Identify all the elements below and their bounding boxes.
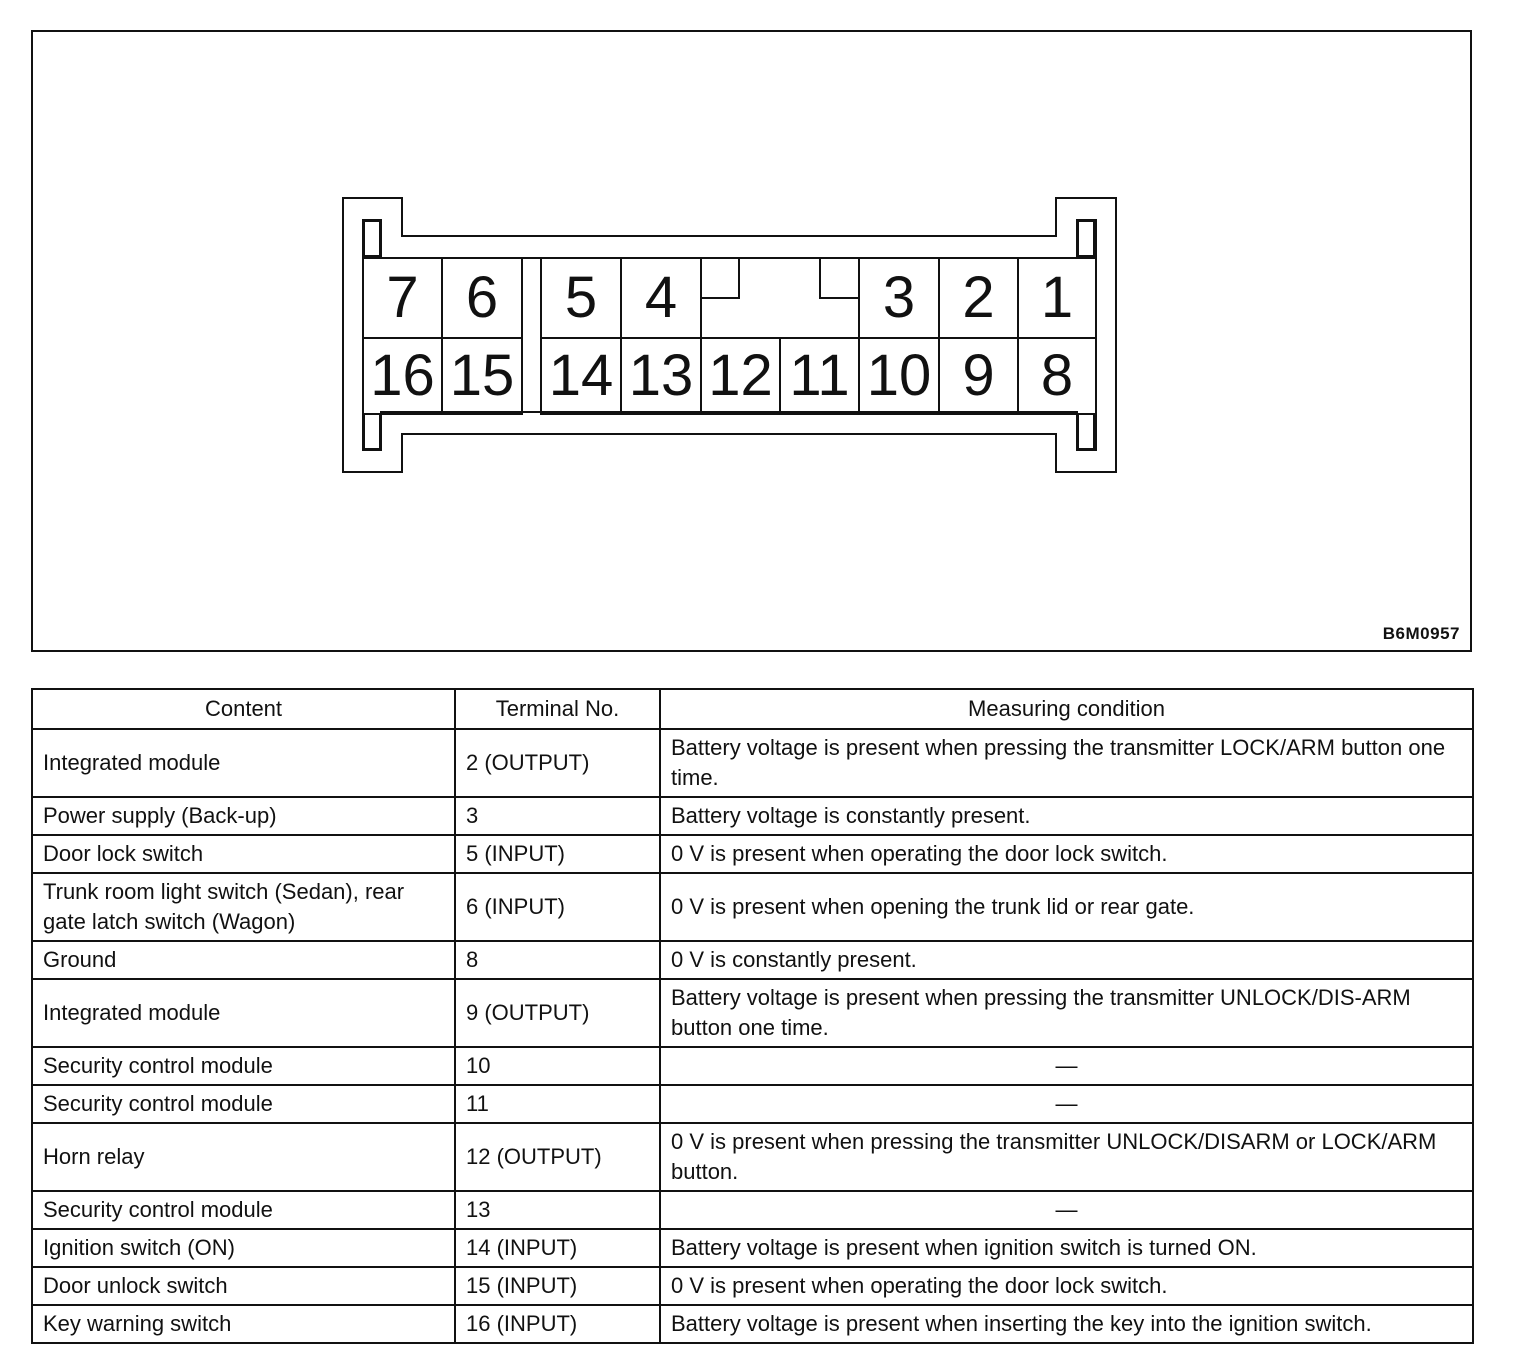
table-row (32, 729, 1473, 797)
cell-condition: 0 V is present when pressing the transmitter UNLOCK/DISARM or LOCK/ARM button. (660, 1123, 1473, 1191)
table-row (32, 797, 1473, 835)
cell-terminal: 16 (INPUT) (455, 1305, 660, 1343)
cell-terminal: 12 (OUTPUT) (455, 1123, 660, 1191)
cell-content: Power supply (Back-up) (32, 797, 455, 835)
pin-9: 9 (962, 343, 995, 408)
cell-condition: — (660, 1191, 1473, 1229)
pin-4: 4 (644, 265, 678, 330)
cell-content: Trunk room light switch (Sedan), rear gate latch switch (Wagon) (32, 873, 455, 941)
pin-7: 7 (386, 265, 419, 330)
pin-10: 10 (866, 343, 932, 408)
cell-terminal: 8 (455, 941, 660, 979)
cell-content: Ground (32, 941, 455, 979)
cell-condition: — (660, 1047, 1473, 1085)
cell-terminal: 15 (INPUT) (455, 1267, 660, 1305)
pin-6: 6 (465, 265, 499, 330)
cell-content: Integrated module (32, 979, 455, 1047)
cell-condition: Battery voltage is present when inserting the key into the ignition switch. (660, 1305, 1473, 1343)
terminal-table (31, 688, 1474, 1344)
table-row (32, 1229, 1473, 1267)
pin-5: 5 (564, 265, 598, 330)
table-row (32, 1267, 1473, 1305)
table-row (32, 1191, 1473, 1229)
cell-condition: Battery voltage is present when pressing the transmitter UNLOCK/DIS-ARM button one time. (660, 979, 1473, 1047)
cell-terminal: 14 (INPUT) (455, 1229, 660, 1267)
cell-terminal: 5 (INPUT) (455, 835, 660, 873)
pin-11: 11 (789, 343, 850, 408)
cell-terminal: 9 (OUTPUT) (455, 979, 660, 1047)
pin-2: 2 (962, 265, 995, 330)
table-header-row (32, 689, 1473, 729)
cell-condition: 0 V is present when opening the trunk lid or rear gate. (660, 873, 1473, 941)
header-content: Content (32, 689, 455, 729)
pin-1: 1 (1040, 265, 1074, 330)
cell-content: Door unlock switch (32, 1267, 455, 1305)
cell-content: Security control module (32, 1085, 455, 1123)
cell-terminal: 13 (455, 1191, 660, 1229)
cell-content: Door lock switch (32, 835, 455, 873)
cell-condition: — (660, 1085, 1473, 1123)
pin-16: 16 (370, 343, 435, 408)
cell-terminal: 3 (455, 797, 660, 835)
pin-3: 3 (882, 265, 916, 330)
table-row (32, 1305, 1473, 1343)
header-terminal: Terminal No. (455, 689, 660, 729)
table-row (32, 941, 1473, 979)
cell-content: Security control module (32, 1047, 455, 1085)
header-condition: Measuring condition (660, 689, 1473, 729)
cell-content: Security control module (32, 1191, 455, 1229)
pin-8: 8 (1040, 343, 1074, 408)
table-row (32, 1123, 1473, 1191)
cell-terminal: 10 (455, 1047, 660, 1085)
table-row (32, 1085, 1473, 1123)
table-row (32, 1047, 1473, 1085)
cell-content: Ignition switch (ON) (32, 1229, 455, 1267)
table-row (32, 835, 1473, 873)
cell-terminal: 11 (455, 1085, 660, 1123)
cell-terminal: 2 (OUTPUT) (455, 729, 660, 797)
cell-terminal: 6 (INPUT) (455, 873, 660, 941)
pin-14: 14 (548, 343, 614, 408)
cell-content: Integrated module (32, 729, 455, 797)
pin-15: 15 (449, 343, 515, 408)
figure-code: B6M0957 (1382, 624, 1460, 643)
connector-figure (31, 30, 1472, 652)
table-row (32, 873, 1473, 941)
cell-condition: 0 V is present when operating the door lock switch. (660, 1267, 1473, 1305)
table-row (32, 979, 1473, 1047)
cell-condition: Battery voltage is present when pressing the transmitter LOCK/ARM button one time. (660, 729, 1473, 797)
pin-13: 13 (628, 343, 694, 408)
cell-content: Key warning switch (32, 1305, 455, 1343)
pin-12: 12 (708, 343, 773, 408)
cell-condition: Battery voltage is constantly present. (660, 797, 1473, 835)
cell-condition: 0 V is constantly present. (660, 941, 1473, 979)
cell-condition: Battery voltage is present when ignition switch is turned ON. (660, 1229, 1473, 1267)
cell-content: Horn relay (32, 1123, 455, 1191)
cell-condition: 0 V is present when operating the door lock switch. (660, 835, 1473, 873)
